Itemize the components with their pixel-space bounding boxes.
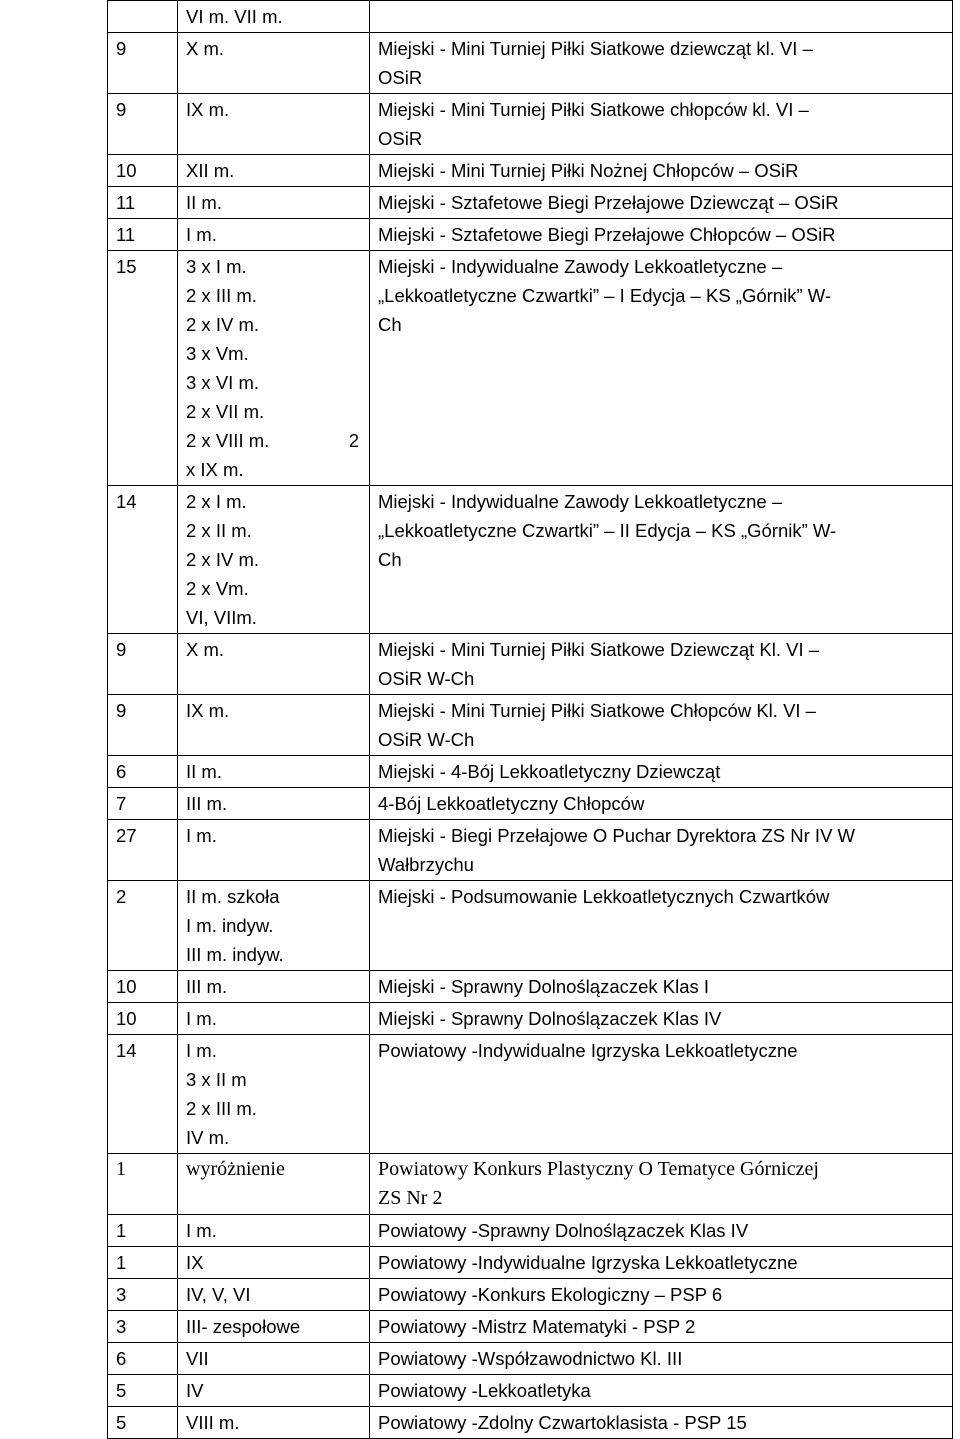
table-row	[108, 1311, 953, 1343]
result-cell: I m.	[178, 1215, 370, 1247]
event-cell: Powiatowy -Sprawny Dolnoślązaczek Klas IV	[370, 1215, 953, 1247]
table-row	[108, 881, 953, 971]
result-cell: III m.	[178, 971, 370, 1003]
table-row	[108, 33, 953, 94]
event-cell: Powiatowy -Lekkoatletyka	[370, 1375, 953, 1407]
result-text: 3 x I m. 2 x III m. 2 x IV m. 3 x Vm. 3 x VI m. 2 x VII m.	[186, 256, 265, 422]
event-cell: Miejski - Podsumowanie Lekkoatletycznych Czwartków	[370, 881, 953, 971]
result-cell: III- zespołowe	[178, 1311, 370, 1343]
result-cell: wyróżnienie	[178, 1154, 370, 1215]
event-cell: Powiatowy Konkurs Plastyczny O Tematyce Górniczej ZS Nr 2	[370, 1154, 953, 1215]
event-cell: Miejski - Mini Turniej Piłki Siatkowe Dziewcząt Kl. VI – OSiR W-Ch	[370, 634, 953, 695]
place-cell: 3	[108, 1311, 178, 1343]
result-cell: IV, V, VI	[178, 1279, 370, 1311]
table-row	[108, 634, 953, 695]
event-cell: Miejski - Sztafetowe Biegi Przełajowe Chłopców – OSiR	[370, 219, 953, 251]
table-row	[108, 695, 953, 756]
table-row	[108, 1279, 953, 1311]
table-row	[108, 1375, 953, 1407]
place-cell: 9	[108, 695, 178, 756]
event-cell: Powiatowy -Zdolny Czwartoklasista - PSP 15	[370, 1407, 953, 1439]
result-cell: 2 x I m. 2 x II m. 2 x IV m. 2 x Vm. VI, VIIm.	[178, 486, 370, 634]
result-cell: IX m.	[178, 695, 370, 756]
result-cell: I m.	[178, 820, 370, 881]
place-cell: 10	[108, 971, 178, 1003]
place-cell: 11	[108, 219, 178, 251]
results-table-body	[108, 1, 953, 1439]
event-cell: Powiatowy -Mistrz Matematyki - PSP 2	[370, 1311, 953, 1343]
event-cell	[370, 1, 953, 33]
event-cell: Miejski - Sprawny Dolnoślązaczek Klas I	[370, 971, 953, 1003]
result-cell: I m.	[178, 219, 370, 251]
result-text: 2	[348, 430, 359, 451]
event-cell: Miejski - Mini Turniej Piłki Siatkowe dziewcząt kl. VI – OSiR	[370, 33, 953, 94]
result-cell: II m. szkoła I m. indyw. III m. indyw.	[178, 881, 370, 971]
table-row	[108, 1, 953, 33]
event-cell: Miejski - 4-Bój Lekkoatletyczny Dziewcząt	[370, 756, 953, 788]
result-text: 2 x VIII m.	[186, 430, 270, 451]
result-cell: X m.	[178, 634, 370, 695]
table-row	[108, 820, 953, 881]
place-cell: 15	[108, 251, 178, 486]
table-row	[108, 1035, 953, 1154]
place-cell: 7	[108, 788, 178, 820]
result-cell: II m.	[178, 756, 370, 788]
event-cell: Miejski - Sprawny Dolnoślązaczek Klas IV	[370, 1003, 953, 1035]
result-cell: I m. 3 x II m 2 x III m. IV m.	[178, 1035, 370, 1154]
event-cell: Miejski - Indywidualne Zawody Lekkoatletyczne – „Lekkoatletyczne Czwartki” – II Edycja – KS „Górnik” W- Ch	[370, 486, 953, 634]
event-cell: Miejski - Biegi Przełajowe O Puchar Dyrektora ZS Nr IV W Wałbrzychu	[370, 820, 953, 881]
table-row	[108, 1215, 953, 1247]
place-cell: 1	[108, 1247, 178, 1279]
table-row	[108, 1003, 953, 1035]
place-cell: 10	[108, 155, 178, 187]
table-row	[108, 219, 953, 251]
place-cell: 9	[108, 33, 178, 94]
result-cell: II m.	[178, 187, 370, 219]
event-cell: Miejski - Mini Turniej Piłki Siatkowe chłopców kl. VI – OSiR	[370, 94, 953, 155]
event-cell: Miejski - Indywidualne Zawody Lekkoatletyczne – „Lekkoatletyczne Czwartki” – I Edycja – KS „Górnik” W- Ch	[370, 251, 953, 486]
place-cell: 6	[108, 756, 178, 788]
place-cell: 3	[108, 1279, 178, 1311]
place-cell: 5	[108, 1375, 178, 1407]
table-row	[108, 486, 953, 634]
place-cell: 11	[108, 187, 178, 219]
table-row	[108, 155, 953, 187]
event-cell: Miejski - Mini Turniej Piłki Siatkowe Chłopców Kl. VI – OSiR W-Ch	[370, 695, 953, 756]
table-row	[108, 1343, 953, 1375]
place-cell: 6	[108, 1343, 178, 1375]
table-row	[108, 251, 953, 486]
place-cell: 2	[108, 881, 178, 971]
event-cell: Powiatowy -Indywidualne Igrzyska Lekkoatletyczne	[370, 1247, 953, 1279]
result-cell: III m.	[178, 788, 370, 820]
result-cell: I m.	[178, 1003, 370, 1035]
result-split-line	[186, 426, 361, 455]
place-cell: 9	[108, 94, 178, 155]
event-cell: Powiatowy -Konkurs Ekologiczny – PSP 6	[370, 1279, 953, 1311]
place-cell: 1	[108, 1154, 178, 1215]
result-cell: IV	[178, 1375, 370, 1407]
event-cell: Powiatowy -Współzawodnictwo Kl. III	[370, 1343, 953, 1375]
result-cell	[178, 251, 370, 486]
result-cell: XII m.	[178, 155, 370, 187]
place-cell	[108, 1, 178, 33]
table-row	[108, 1407, 953, 1439]
place-cell: 10	[108, 1003, 178, 1035]
table-row	[108, 1247, 953, 1279]
event-cell: Powiatowy -Indywidualne Igrzyska Lekkoatletyczne	[370, 1035, 953, 1154]
result-cell: IX	[178, 1247, 370, 1279]
result-cell: VII	[178, 1343, 370, 1375]
place-cell: 5	[108, 1407, 178, 1439]
result-cell: VI m. VII m.	[178, 1, 370, 33]
table-row	[108, 187, 953, 219]
place-cell: 27	[108, 820, 178, 881]
table-row	[108, 971, 953, 1003]
event-cell: 4-Bój Lekkoatletyczny Chłopców	[370, 788, 953, 820]
result-cell: X m.	[178, 33, 370, 94]
results-table	[107, 0, 953, 1439]
event-cell: Miejski - Mini Turniej Piłki Nożnej Chłopców – OSiR	[370, 155, 953, 187]
table-row	[108, 94, 953, 155]
table-row	[108, 1154, 953, 1215]
place-cell: 9	[108, 634, 178, 695]
result-cell: IX m.	[178, 94, 370, 155]
result-text: x IX m.	[186, 459, 244, 480]
result-cell: VIII m.	[178, 1407, 370, 1439]
event-cell: Miejski - Sztafetowe Biegi Przełajowe Dziewcząt – OSiR	[370, 187, 953, 219]
place-cell: 14	[108, 486, 178, 634]
table-row	[108, 756, 953, 788]
place-cell: 14	[108, 1035, 178, 1154]
place-cell: 1	[108, 1215, 178, 1247]
table-row	[108, 788, 953, 820]
